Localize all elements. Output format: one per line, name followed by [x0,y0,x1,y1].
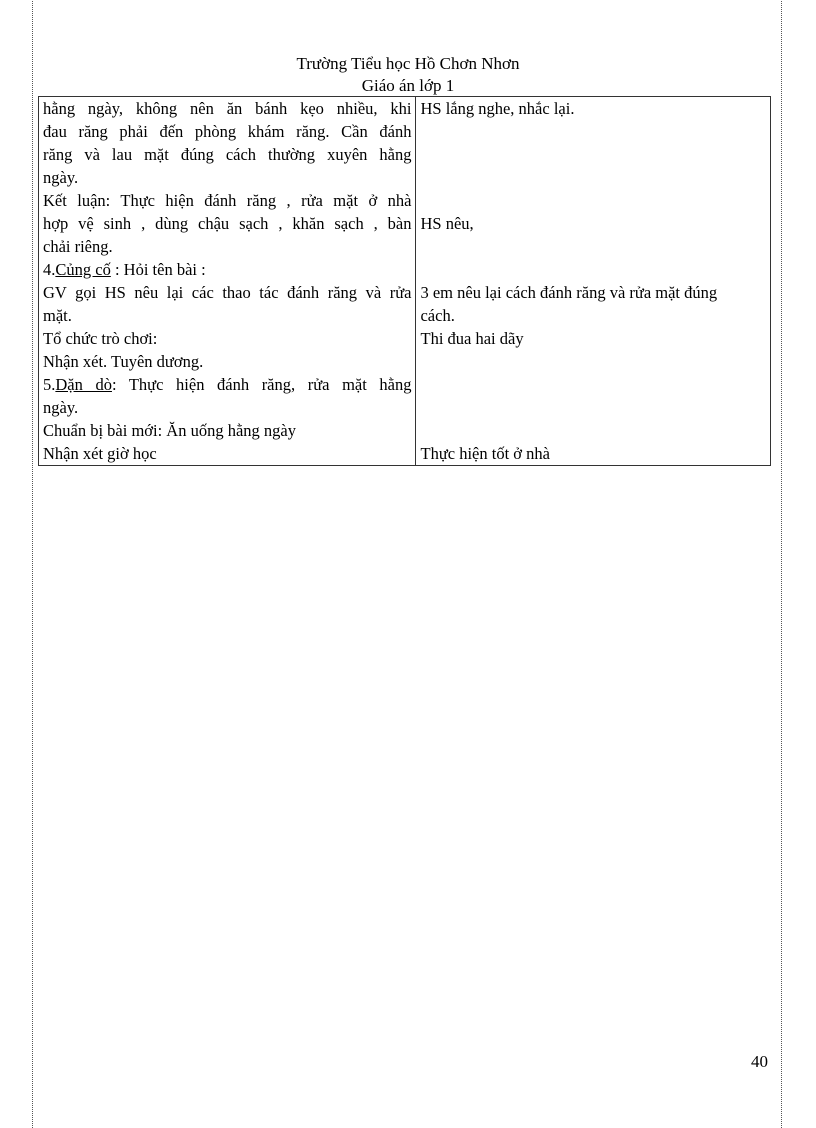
text-line: Tổ chức trò chơi: [43,329,158,348]
text-line: hợp vệ sinh , dùng chậu sạch , khăn sạch , bàn [43,214,412,233]
spacer [420,189,766,212]
spacer [420,120,766,143]
section-number: 5. [43,375,56,394]
text-line: 3 em nêu lại cách đánh răng và rửa mặt đúng [420,283,718,302]
school-name: Trường Tiểu học Hồ Chơn Nhơn [296,54,520,73]
text-line: răng và lau mặt đúng cách thường xuyên hằng [43,145,412,164]
text-line: hằng ngày, không nên ăn bánh kẹo nhiều, khi [43,99,412,118]
spacer [420,143,766,166]
text-line: Kết luận: Thực hiện đánh răng , rửa mặt ở nhà [43,191,412,210]
lesson-plan-title: Giáo án lớp 1 [361,76,455,95]
text-line: Chuẩn bị bài mới: Ăn uống hằng ngày [43,421,296,440]
text-line: cách. [420,306,455,325]
section-heading-consolidation [43,258,411,281]
text-line: Thực hiện tốt ở nhà [420,444,550,463]
text-line: HS nêu, [420,214,474,233]
text-line: ngày. [43,398,79,417]
teacher-activities-cell [39,97,416,466]
text-line: Nhận xét. Tuyên dương. [43,352,204,371]
section-heading-homework [43,373,411,396]
spacer [420,258,766,281]
section-number: 4. [43,260,56,279]
section-text: : Thực hiện đánh răng, rửa mặt hằng [111,375,412,394]
text-line: chải riêng. [43,237,113,256]
spacer [420,419,766,442]
page-number: 40 [751,1052,768,1071]
spacer [420,350,766,373]
text-line: đau răng phải đến phòng khám răng. Cần đánh [43,122,412,141]
spacer [420,235,766,258]
section-title: Dặn dò [55,375,112,394]
spacer [420,166,766,189]
spacer [420,396,766,419]
text-line: Thi đua hai dãy [420,329,524,348]
text-line: Nhận xét giờ học [43,444,157,463]
section-text: : Hỏi tên bài : [110,260,206,279]
lesson-table [38,96,771,466]
table-row [39,97,771,466]
student-activities-cell [416,97,771,466]
section-title: Củng cố [55,260,111,279]
text-line: mặt. [43,306,72,325]
text-line: ngày. [43,168,79,187]
text-line: HS lắng nghe, nhắc lại. [420,99,575,118]
spacer [420,373,766,396]
text-line: GV gọi HS nêu lại các thao tác đánh răng và rửa [43,283,412,302]
